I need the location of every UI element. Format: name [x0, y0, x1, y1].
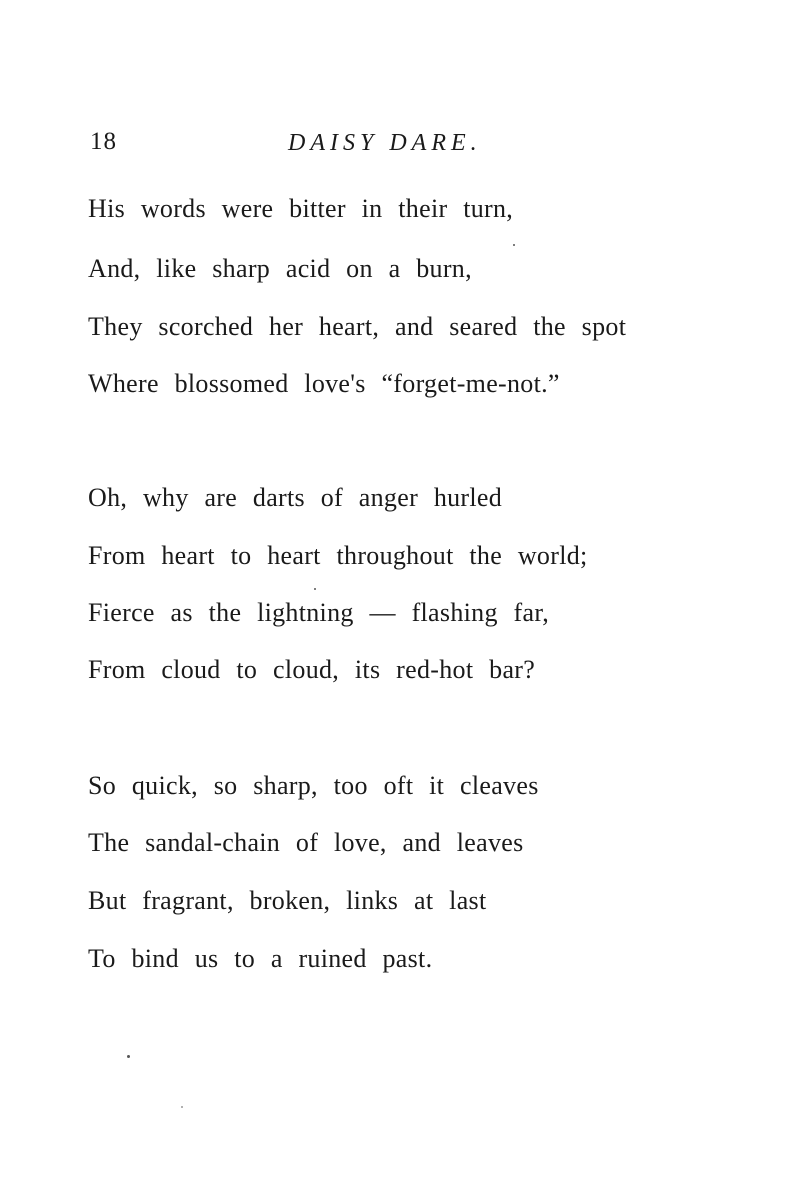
- page-number: 18: [90, 128, 117, 155]
- poem-line: From cloud to cloud, its red-hot bar?: [88, 655, 536, 684]
- poem-line: Where blossomed love's “forget-me-not.”: [88, 369, 560, 398]
- poem-line: They scorched her heart, and seared the spot: [88, 312, 627, 341]
- poem-line: The sandal-chain of love, and leaves: [88, 828, 524, 857]
- poem-line: Oh, why are darts of anger hurled: [88, 483, 503, 512]
- scan-speck: [513, 244, 515, 246]
- scan-speck: [314, 588, 316, 590]
- running-title: DAISY DARE.: [288, 130, 482, 156]
- poem-line: But fragrant, broken, links at last: [88, 886, 487, 915]
- poem-line: And, like sharp acid on a burn,: [88, 254, 472, 283]
- scan-speck: [127, 1055, 130, 1058]
- poem-line: So quick, so sharp, too oft it cleaves: [88, 771, 539, 800]
- poem-line: Fierce as the lightning — flashing far,: [88, 598, 550, 627]
- scan-speck: [181, 1106, 183, 1108]
- poem-line: From heart to heart throughout the world;: [88, 541, 588, 570]
- poem-line: To bind us to a ruined past.: [88, 944, 433, 973]
- poem-line: His words were bitter in their turn,: [88, 194, 514, 223]
